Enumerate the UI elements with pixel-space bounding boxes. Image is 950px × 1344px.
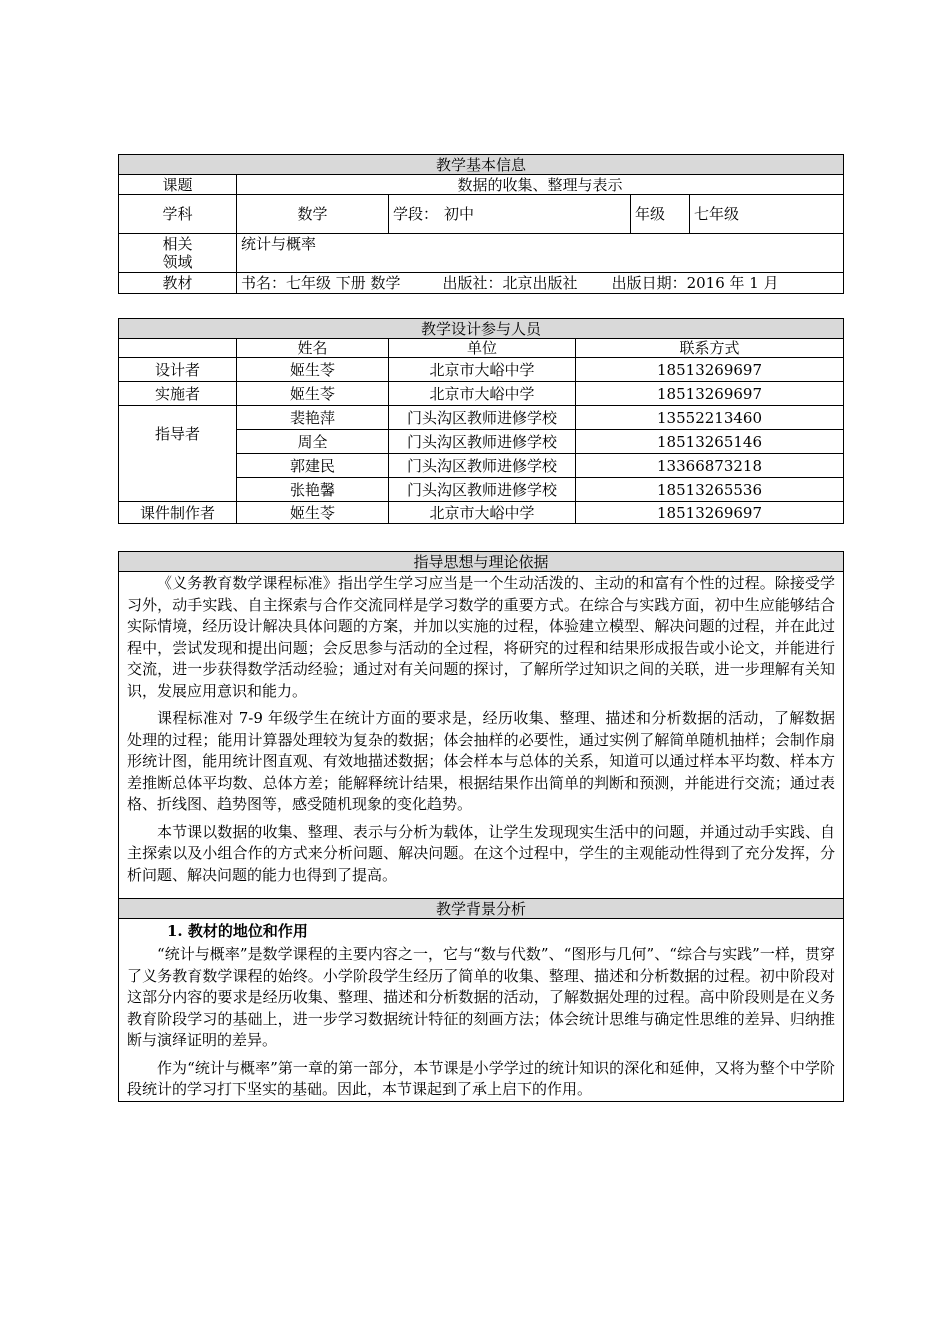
role-cell: 实施者 [119,382,237,406]
unit-cell: 门头沟区教师进修学校 [389,406,576,430]
phone-cell: 18513269697 [576,358,844,382]
role-cell: 课件制作者 [119,502,237,524]
table-row [119,502,844,524]
unit-cell: 门头沟区教师进修学校 [389,454,576,478]
name-cell: 姬生苓 [237,382,389,406]
unit-cell: 北京市大峪中学 [389,502,576,524]
name-cell: 张艳馨 [237,478,389,502]
participants-header: 教学设计参与人员 [119,319,844,339]
grade-label: 年级 [631,195,690,234]
domain-label-line-1: 相关 [162,235,193,253]
phone-cell: 13552213460 [576,406,844,430]
analysis-table [118,551,844,1102]
domain-value: 统计与概率 [237,234,844,273]
phone-cell: 13366873218 [576,454,844,478]
subject-label: 学科 [119,195,237,234]
phone-cell: 18513269697 [576,382,844,406]
unit-cell: 北京市大峪中学 [389,382,576,406]
table-row [119,406,844,430]
background-subheading: 1. 教材的地位和作用 [167,922,308,940]
role-cell: 设计者 [119,358,237,382]
name-column-header: 姓名 [237,339,389,358]
guide-paragraph-3: 本节课以数据的收集、整理、表示与分析为载体，让学生发现现实生活中的问题，并通过动手实践、自主探索以及小组合作的方式来分析问题、解决问题。在这个过程中，学生的主观能动性得到了充分发挥，分析问题、解决问题的能力也得到了提高。 [127,822,835,884]
guide-header: 指导思想与理论依据 [119,552,844,572]
stage-value: 初中 [444,205,475,223]
role-cell: 指导者 [119,406,237,502]
stage-cell [389,195,631,234]
name-cell: 裴艳萍 [237,406,389,430]
phone-cell: 18513269697 [576,502,844,524]
unit-cell: 门头沟区教师进修学校 [389,430,576,454]
basic-info-header: 教学基本信息 [119,155,844,175]
name-cell: 周全 [237,430,389,454]
grade-value: 七年级 [690,195,844,234]
table-row [119,358,844,382]
publisher: 出版社：北京出版社 [442,274,578,292]
basic-info-table [118,154,844,294]
domain-label-line-2: 领域 [162,253,193,271]
unit-column-header: 单位 [389,339,576,358]
publish-date: 出版日期：2016 年 1 月 [611,274,779,292]
phone-cell: 18513265146 [576,430,844,454]
background-body [119,919,844,1102]
contact-column-header: 联系方式 [576,339,844,358]
phone-cell: 18513265536 [576,478,844,502]
textbook-value [237,273,844,294]
subject-value: 数学 [237,195,389,234]
domain-label [119,234,237,273]
name-cell: 姬生苓 [237,502,389,524]
unit-cell: 门头沟区教师进修学校 [389,478,576,502]
name-cell: 郭建民 [237,454,389,478]
topic-value: 数据的收集、整理与表示 [237,175,844,195]
textbook-label: 教材 [119,273,237,294]
guide-body [119,572,844,899]
background-paragraph-2: 作为“统计与概率”第一章的第一部分，本节课是小学学过的统计知识的深化和延伸，又将为整个中学阶段统计的学习打下坚实的基础。因此，本节课起到了承上启下的作用。 [127,1058,835,1098]
role-column-header [119,339,237,358]
topic-label: 课题 [119,175,237,195]
unit-cell: 北京市大峪中学 [389,358,576,382]
background-header: 教学背景分析 [119,899,844,919]
guide-paragraph-2: 课程标准对 7-9 年级学生在统计方面的要求是，经历收集、整理、描述和分析数据的活动，了解数据处理的过程；能用计算器处理较为复杂的数据；体会抽样的必要性，通过实例了解简单随机抽样；会制作扇形统计图，能用统计图直观、有效地描述数据；体会样本与总体的关系，知道可以通过样本平均数、样本方差推断总体平均数、总体方差；能解释统计结果，根据结果作出简单的判断和预测，并能进行交流；通过表格、折线图、趋势图等，感受随机现象的变化趋势。 [127,709,835,813]
guide-paragraph-1: 《义务教育数学课程标准》指出学生学习应当是一个生动活泼的、主动的和富有个性的过程。除接受学习外，动手实践、自主探索与合作交流同样是学习数学的重要方式。在综合与实践方面，初中生应能够结合实际情境，经历设计解决具体问题的方案，并加以实施的过程，体验建立模型、解决问题的过程，并在此过程中，尝试发现和提出问题；会反思参与活动的全过程，将研究的过程和结果形成报告或小论文，并能进行交流，进一步获得数学活动经验；通过对有关问题的探讨，了解所学过知识之间的关联，进一步理解有关知识，发展应用意识和能力。 [127,574,835,700]
name-cell: 姬生苓 [237,358,389,382]
background-paragraph-1: “统计与概率”是数学课程的主要内容之一，它与“数与代数”、“图形与几何”、“综合与实践”一样，贯穿了义务教育数学课程的始终。小学阶段学生经历了简单的收集、整理、描述和分析数据的过程。初中阶段对这部分内容的要求是经历收集、整理、描述和分析数据的活动，了解数据处理的过程。高中阶段则是在义务教育阶段学习的基础上，进一步学习数据统计特征的刻画方法；体会统计思维与确定性思维的差异、归纳推断与演绎证明的差异。 [127,945,835,1049]
participants-table [118,318,844,524]
stage-label: 学段： [393,205,439,223]
table-row [119,382,844,406]
book-name: 书名：七年级 下册 数学 [241,274,401,292]
